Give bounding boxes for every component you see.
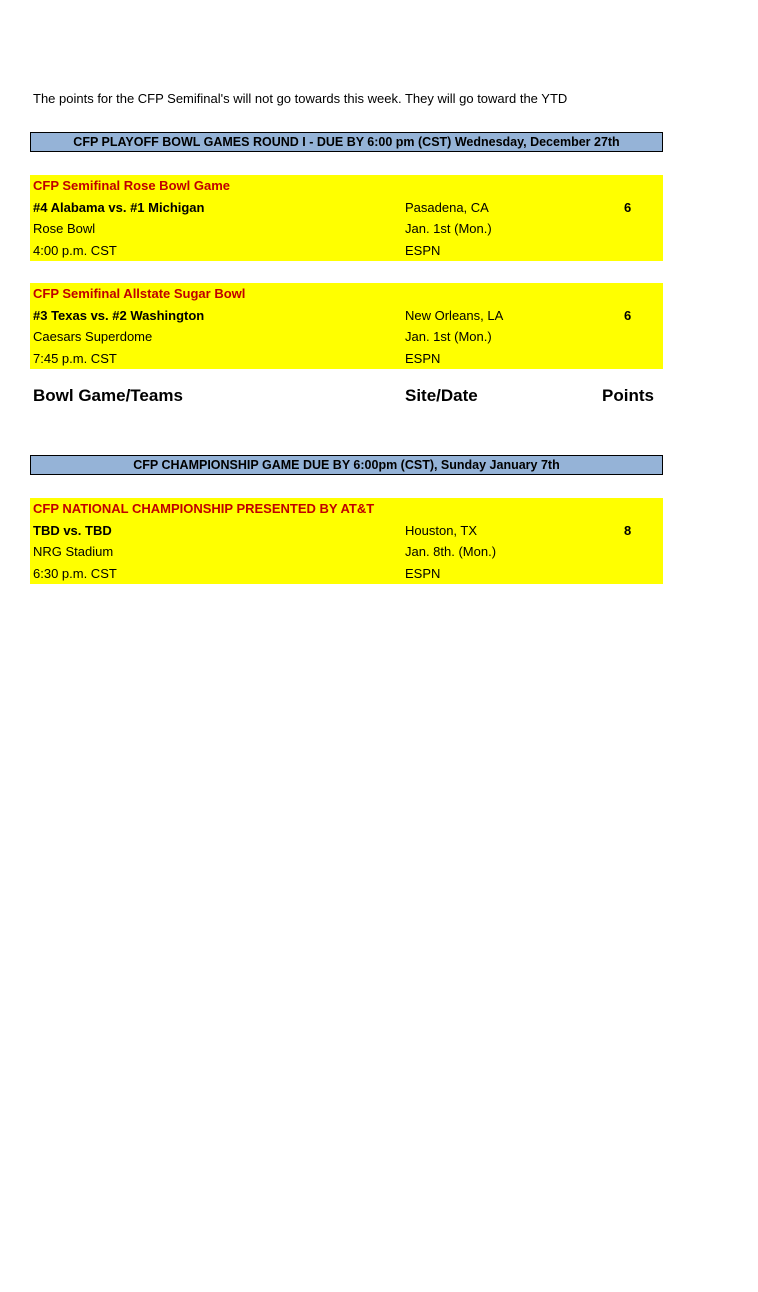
column-header-site: Site/Date bbox=[405, 386, 478, 405]
game-site: Pasadena, CA bbox=[405, 199, 489, 215]
game-block-sugar-bowl bbox=[30, 283, 663, 369]
game-date: Jan. 8th. (Mon.) bbox=[405, 544, 497, 559]
game-block-championship bbox=[30, 498, 663, 584]
game-points: 8 bbox=[624, 522, 632, 538]
column-header-teams: Bowl Game/Teams bbox=[33, 386, 183, 405]
game-teams-row bbox=[30, 520, 663, 542]
game-network: ESPN bbox=[405, 565, 441, 581]
game-teams: #4 Alabama vs. #1 Michigan bbox=[33, 199, 205, 215]
game-teams-row bbox=[30, 305, 663, 327]
game-venue: Caesars Superdome bbox=[33, 329, 153, 344]
game-title-row bbox=[30, 175, 663, 197]
game-title: CFP Semifinal Allstate Sugar Bowl bbox=[33, 286, 246, 301]
game-teams: TBD vs. TBD bbox=[33, 522, 112, 538]
game-teams-row bbox=[30, 197, 663, 219]
column-headers bbox=[30, 386, 663, 412]
game-site: Houston, TX bbox=[405, 522, 478, 538]
game-time: 4:00 p.m. CST bbox=[33, 242, 117, 258]
round1-header: CFP PLAYOFF BOWL GAMES ROUND I - DUE BY 6:00 pm (CST) Wednesday, December 27th bbox=[30, 132, 663, 152]
game-title-row bbox=[30, 498, 663, 520]
game-network: ESPN bbox=[405, 242, 441, 258]
game-venue-row bbox=[30, 218, 663, 240]
game-site: New Orleans, LA bbox=[405, 307, 504, 323]
game-venue: NRG Stadium bbox=[33, 544, 114, 559]
column-header-points: Points bbox=[602, 386, 654, 405]
game-venue-row bbox=[30, 541, 663, 563]
game-title: CFP Semifinal Rose Bowl Game bbox=[33, 178, 230, 193]
game-date: Jan. 1st (Mon.) bbox=[405, 221, 492, 236]
game-block-rose-bowl bbox=[30, 175, 663, 261]
game-time-row bbox=[30, 563, 663, 585]
game-title: CFP NATIONAL CHAMPIONSHIP PRESENTED BY AT&T bbox=[33, 501, 375, 516]
game-venue: Rose Bowl bbox=[33, 221, 96, 236]
game-time-row bbox=[30, 348, 663, 370]
game-teams: #3 Texas vs. #2 Washington bbox=[33, 307, 205, 323]
game-time-row bbox=[30, 240, 663, 262]
game-points: 6 bbox=[624, 307, 632, 323]
game-points: 6 bbox=[624, 199, 632, 215]
championship-header: CFP CHAMPIONSHIP GAME DUE BY 6:00pm (CST), Sunday January 7th bbox=[30, 455, 663, 475]
game-time: 6:30 p.m. CST bbox=[33, 565, 117, 581]
game-date: Jan. 1st (Mon.) bbox=[405, 329, 492, 344]
game-venue-row bbox=[30, 326, 663, 348]
game-title-row bbox=[30, 283, 663, 305]
points-note: The points for the CFP Semifinal's will not go towards this week. They will go toward the YTD bbox=[33, 91, 568, 106]
game-time: 7:45 p.m. CST bbox=[33, 350, 117, 366]
game-network: ESPN bbox=[405, 350, 441, 366]
